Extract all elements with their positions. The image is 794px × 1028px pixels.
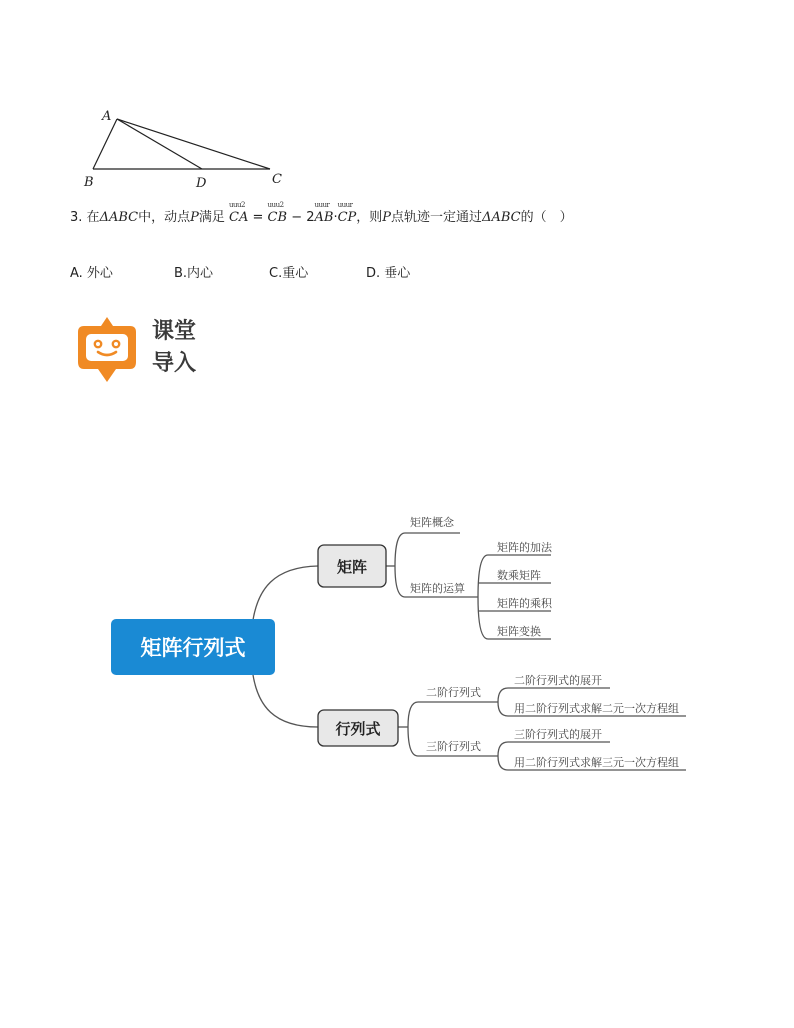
- mindmap-topic: 矩阵概念: [410, 516, 454, 529]
- option-a[interactable]: A. 外心: [70, 266, 113, 281]
- question-text: 中，动点: [138, 210, 191, 225]
- point-p: P: [382, 210, 392, 225]
- vertex-label-b: B: [84, 175, 94, 190]
- vector-arrow-mark: uuu2: [229, 201, 245, 209]
- minus-two: − 2: [291, 210, 315, 225]
- mindmap-topic: 三阶行列式: [426, 740, 481, 753]
- question-text: 在: [86, 210, 100, 225]
- mindmap-leaf: 矩阵变换: [497, 625, 541, 638]
- mindmap-leaf: 矩阵的乘积: [497, 597, 552, 610]
- question-text: ，则: [356, 210, 383, 225]
- triangle-figure: [80, 104, 300, 194]
- mindmap-leaf: 用二阶行列式求解二元一次方程组: [514, 702, 679, 715]
- mindmap-root-label: 矩阵行列式: [140, 636, 246, 660]
- dot-operator: ·: [333, 210, 338, 225]
- option-d[interactable]: D. 垂心: [366, 266, 411, 281]
- option-b[interactable]: B.内心: [174, 266, 214, 281]
- edge-ab: [93, 119, 117, 169]
- question-text: 点轨迹一定通过: [391, 210, 483, 225]
- vertex-label-c: C: [272, 172, 282, 187]
- mindmap-leaf: 二阶行列式的展开: [514, 674, 602, 687]
- triangle-symbol: ΔABC: [482, 210, 521, 225]
- point-p: P: [190, 210, 199, 225]
- mindmap: [108, 505, 698, 780]
- question-number: 3.: [70, 210, 83, 225]
- section-title-line2: 导入: [152, 351, 197, 376]
- mindmap-leaf: 用二阶行列式求解三元一次方程组: [514, 756, 679, 769]
- vertex-label-a: A: [102, 109, 112, 124]
- vector-cp: uuur CP: [337, 201, 357, 225]
- vector-ca: uuu2 CA: [229, 201, 249, 225]
- triangle-symbol: ΔABC: [99, 210, 139, 225]
- vector-arrow-mark: uuur: [314, 201, 330, 209]
- mindmap-topic: 二阶行列式: [426, 686, 481, 699]
- vector-arrow-mark: uuur: [337, 201, 353, 209]
- mindmap-leaf: 三阶行列式的展开: [514, 728, 602, 741]
- mindmap-topic: 矩阵的运算: [410, 582, 465, 595]
- edge-ac: [117, 119, 270, 169]
- segment-ad: [117, 119, 202, 169]
- option-c[interactable]: C.重心: [269, 266, 309, 281]
- mindmap-branch-label: 行列式: [335, 720, 381, 738]
- vector-cb: uuu2 CB: [267, 201, 288, 225]
- question-3: [70, 201, 573, 225]
- mindmap-leaf: 数乘矩阵: [497, 569, 541, 582]
- section-title-line1: 课堂: [152, 319, 197, 344]
- section-title: [152, 316, 196, 380]
- chat-robot-icon: [74, 314, 140, 386]
- vector-arrow-mark: uuu2: [267, 201, 284, 209]
- equals-sign: =: [252, 210, 264, 225]
- question-text: 满足: [198, 210, 225, 225]
- question-text: 的（ ）: [520, 210, 573, 225]
- mindmap-branch-label: 矩阵: [336, 558, 368, 576]
- mindmap-leaf: 矩阵的加法: [497, 541, 552, 554]
- vector-ab: uuur AB: [314, 201, 334, 225]
- vertex-label-d: D: [196, 176, 207, 191]
